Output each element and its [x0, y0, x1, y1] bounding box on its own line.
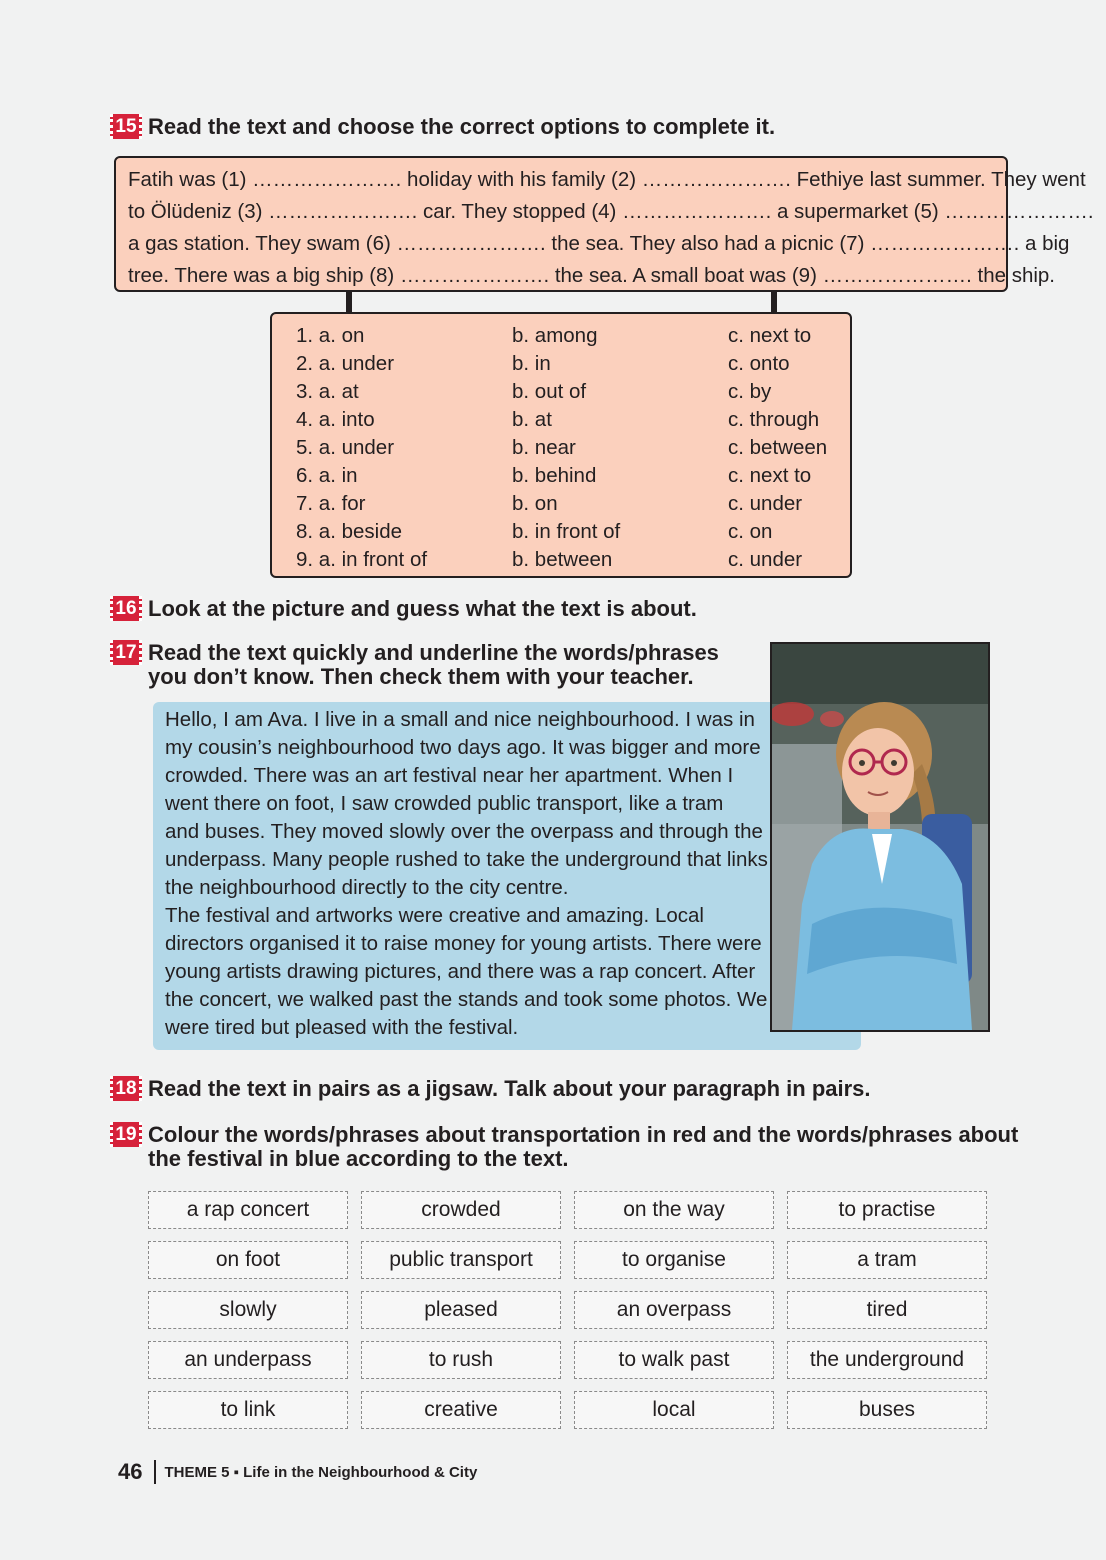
option-c: c. by: [728, 380, 772, 403]
gap-text-box: [114, 156, 1094, 292]
option-a: 3. a. at: [296, 380, 359, 403]
reading-line: and buses. They moved slowly over the overpass and through the: [165, 820, 763, 843]
word-cell[interactable]: creative: [361, 1391, 561, 1429]
word-cell[interactable]: on foot: [148, 1241, 348, 1279]
word-cell[interactable]: tired: [787, 1291, 987, 1329]
word-cell[interactable]: slowly: [148, 1291, 348, 1329]
exercise-18-instruction: Read the text in pairs as a jigsaw. Talk about your paragraph in pairs.: [148, 1076, 871, 1101]
option-b: b. in: [512, 352, 551, 375]
option-c: c. between: [728, 436, 828, 459]
option-c: c. next to: [728, 464, 812, 487]
gap-text-line: tree. There was a big ship (8) …………………. the sea. A small boat was (9) …………………. the ship.: [128, 264, 1055, 287]
option-b: b. between: [512, 548, 613, 571]
exercise-15-instruction: Read the text and choose the correct options to complete it.: [148, 114, 776, 139]
option-a: 8. a. beside: [296, 520, 402, 543]
option-a: 4. a. into: [296, 408, 375, 431]
word-cell[interactable]: a rap concert: [148, 1191, 348, 1229]
girl-photo: [770, 642, 990, 1032]
word-cell[interactable]: to link: [148, 1391, 348, 1429]
option-c: c. through: [728, 408, 820, 431]
word-cell[interactable]: to walk past: [574, 1341, 774, 1379]
exercise-number-18: 18: [110, 1076, 142, 1101]
options-box: [270, 312, 852, 578]
reading-line: directors organised it to raise money for young artists. There were: [165, 932, 762, 955]
option-c: c. onto: [728, 352, 790, 375]
footer-divider: [154, 1460, 156, 1484]
exercise-number-19: 19: [110, 1122, 142, 1147]
reading-line: went there on foot, I saw crowded public transport, like a tram: [165, 792, 724, 815]
gap-text-line: a gas station. They swam (6) …………………. the sea. They also had a picnic (7) …………………. a big: [128, 232, 1070, 255]
option-row-1: [296, 324, 836, 352]
gap-text-line: Fatih was (1) …………………. holiday with his family (2) …………………. Fethiye last summer. They went: [128, 168, 1086, 191]
option-row-2: [296, 352, 836, 380]
exercise-16-instruction: Look at the picture and guess what the text is about.: [148, 596, 697, 621]
option-a: 5. a. under: [296, 436, 395, 459]
option-a: 9. a. in front of: [296, 548, 428, 571]
word-cell[interactable]: public transport: [361, 1241, 561, 1279]
option-b: b. behind: [512, 464, 597, 487]
option-row-8: [296, 520, 836, 548]
exercise-19-instruction-line1: Colour the words/phrases about transportation in red and the words/phrases about: [148, 1122, 1019, 1147]
page-number: 46: [118, 1459, 143, 1484]
connector-right: [771, 292, 777, 312]
word-cell[interactable]: a tram: [787, 1241, 987, 1279]
exercise-number-15: 15: [110, 114, 142, 139]
gap-text-line: to Ölüdeniz (3) …………………. car. They stopped (4) …………………. a supermarket (5) ………………….: [128, 200, 1094, 223]
word-cell[interactable]: an overpass: [574, 1291, 774, 1329]
theme-label: THEME 5 ▪ Life in the Neighbourhood & City: [164, 1463, 478, 1481]
reading-line: young artists drawing pictures, and there was a rap concert. After: [165, 960, 756, 983]
option-c: c. on: [728, 520, 773, 543]
reading-line: The festival and artworks were creative and amazing. Local: [165, 904, 704, 927]
reading-line: were tired but pleased with the festival.: [165, 1016, 519, 1039]
option-a: 2. a. under: [296, 352, 395, 375]
word-cell[interactable]: to rush: [361, 1341, 561, 1379]
option-row-9: [296, 548, 836, 576]
word-cell[interactable]: crowded: [361, 1191, 561, 1229]
reading-line: my cousin’s neighbourhood two days ago. It was bigger and more: [165, 736, 761, 759]
girl-illustration: [772, 644, 988, 1030]
option-row-5: [296, 436, 836, 464]
option-b: b. near: [512, 436, 576, 459]
reading-line: the neighbourhood directly to the city centre.: [165, 876, 569, 899]
option-b: b. among: [512, 324, 598, 347]
reading-line: Hello, I am Ava. I live in a small and nice neighbourhood. I was in: [165, 708, 755, 731]
exercise-17-instruction-line1: Read the text quickly and underline the words/phrases: [148, 640, 719, 665]
option-row-7: [296, 492, 836, 520]
exercise-number-17: 17: [110, 640, 142, 665]
word-cell[interactable]: an underpass: [148, 1341, 348, 1379]
word-cell[interactable]: local: [574, 1391, 774, 1429]
option-row-4: [296, 408, 836, 436]
exercise-number-16: 16: [110, 596, 142, 621]
connector-left: [346, 292, 352, 312]
word-cell[interactable]: on the way: [574, 1191, 774, 1229]
option-a: 7. a. for: [296, 492, 366, 515]
option-b: b. out of: [512, 380, 587, 403]
reading-line: the concert, we walked past the stands and took some photos. We: [165, 988, 768, 1011]
exercise-17-instruction-line2: you don’t know. Then check them with your teacher.: [148, 664, 694, 689]
option-c: c. under: [728, 548, 803, 571]
word-cell[interactable]: buses: [787, 1391, 987, 1429]
option-b: b. in front of: [512, 520, 621, 543]
word-cell[interactable]: to practise: [787, 1191, 987, 1229]
word-cell[interactable]: to organise: [574, 1241, 774, 1279]
option-row-3: [296, 380, 836, 408]
page-footer: [118, 1458, 477, 1486]
reading-text-box: [153, 702, 861, 1050]
word-cell[interactable]: the underground: [787, 1341, 987, 1379]
option-c: c. next to: [728, 324, 812, 347]
reading-line: crowded. There was an art festival near her apartment. When I: [165, 764, 734, 787]
reading-line: underpass. Many people rushed to take the underground that links: [165, 848, 768, 871]
option-row-6: [296, 464, 836, 492]
exercise-19-instruction-line2: the festival in blue according to the text.: [148, 1146, 569, 1171]
option-a: 1. a. on: [296, 324, 365, 347]
option-c: c. under: [728, 492, 803, 515]
option-b: b. at: [512, 408, 552, 431]
option-b: b. on: [512, 492, 558, 515]
word-cell[interactable]: pleased: [361, 1291, 561, 1329]
option-a: 6. a. in: [296, 464, 358, 487]
